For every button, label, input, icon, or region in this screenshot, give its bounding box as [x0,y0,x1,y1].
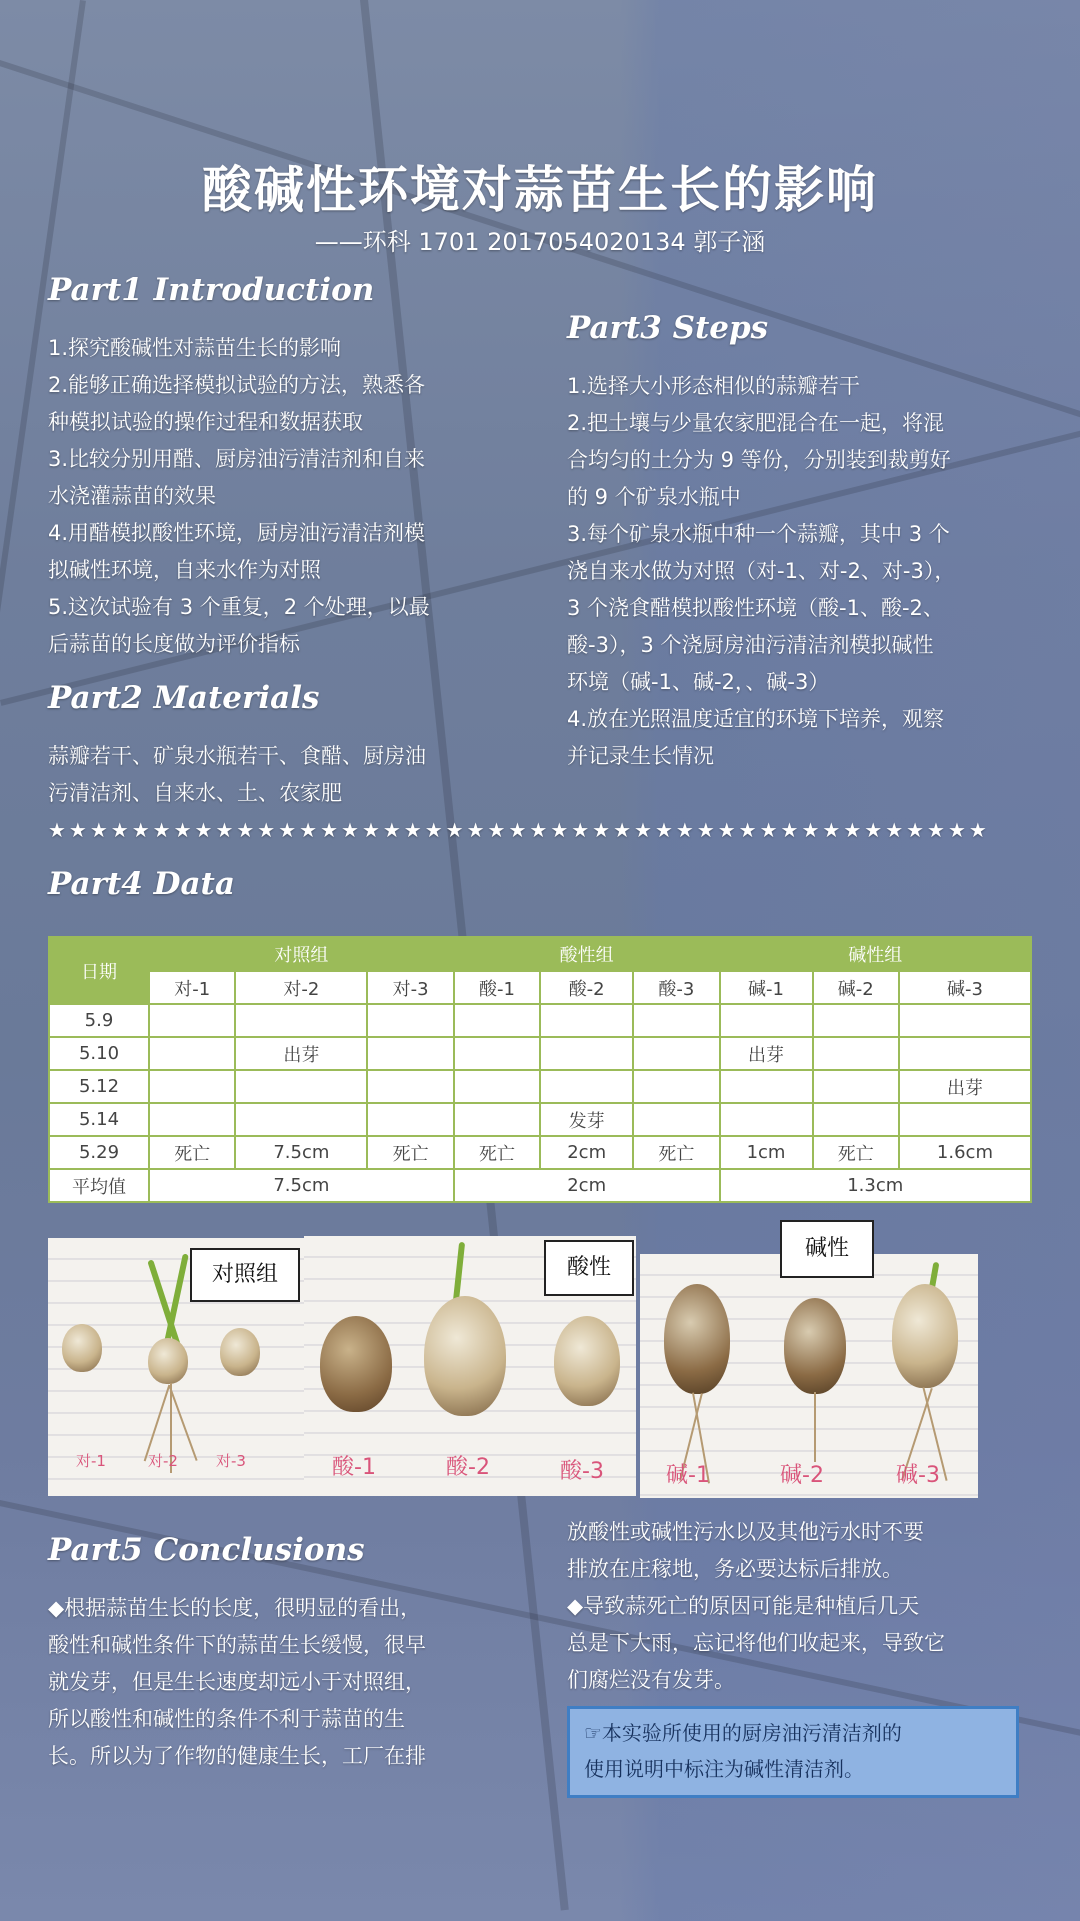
photo-acid-group [304,1236,636,1496]
table-cell: 死亡 [813,1136,899,1169]
text-line: 4.放在光照温度适宜的环境下培养，观察 [567,707,945,731]
table-cell [899,1103,1031,1136]
text-line: 排放在庄稼地，务必要达标后排放。 [567,1557,903,1581]
table-row [49,1037,1031,1070]
table-cell [149,1070,235,1103]
table-cell: 出芽 [235,1037,367,1070]
garlic-bulb [664,1284,730,1394]
handwritten-mark: 对-2 [148,1452,178,1470]
part3-body [567,368,1037,775]
table-cell [813,1037,899,1070]
column-header: 碱-3 [899,971,1031,1004]
text-line: 水浇灌蒜苗的效果 [48,484,216,508]
table-cell [540,1037,633,1070]
date-header: 日期 [49,937,149,1004]
table-cell: 出芽 [720,1037,813,1070]
table-cell [149,1037,235,1070]
note-line: ☞本实验所使用的厨房油污清洁剂的 [584,1721,902,1745]
table-cell: 死亡 [367,1136,453,1169]
table-cell [367,1037,453,1070]
text-line: 4.用醋模拟酸性环境，厨房油污清洁剂模 [48,521,426,545]
poster-subtitle: ——环科 1701 2017054020134 郭子涵 [314,228,766,256]
garlic-bulb [424,1296,506,1416]
column-header: 酸-1 [454,971,540,1004]
table-cell: 2cm [540,1136,633,1169]
group-header: 碱性组 [720,937,1031,971]
table-cell: 死亡 [633,1136,719,1169]
photo-control-group [48,1238,304,1496]
column-header: 碱-1 [720,971,813,1004]
text-line: ◆导致蒜死亡的原因可能是种植后几天 [567,1594,920,1618]
table-cell [149,1103,235,1136]
table-cell [813,1103,899,1136]
table-cell [149,1004,235,1037]
table-row-average [49,1169,1031,1202]
part4-heading: Part4 Data [48,866,235,902]
group-header: 对照组 [149,937,454,971]
garlic-bulb [62,1324,102,1372]
handwritten-mark: 对-3 [216,1452,246,1470]
handwritten-mark: 碱-1 [666,1463,710,1488]
column-header: 对-2 [235,971,367,1004]
average-cell: 7.5cm [149,1169,454,1202]
text-line: 后蒜苗的长度做为评价指标 [48,632,300,656]
text-line: 长。所以为了作物的健康生长，工厂在排 [48,1744,426,1768]
text-line: 1.探究酸碱性对蒜苗生长的影响 [48,336,342,360]
garlic-bulb [892,1284,958,1388]
table-cell [454,1070,540,1103]
text-line: 环境（碱-1、碱-2，、碱-3） [567,670,830,694]
part2-heading: Part2 Materials [48,680,320,716]
table-cell: 1cm [720,1136,813,1169]
date-cell: 5.9 [49,1004,149,1037]
note-line: 使用说明中标注为碱性清洁剂。 [584,1757,864,1781]
text-line: 合均匀的土分为 9 等份，分别装到裁剪好 [567,448,951,472]
table-cell [540,1070,633,1103]
table-cell: 死亡 [149,1136,235,1169]
table-cell [367,1070,453,1103]
data-table [48,936,1032,1203]
alkali-group-label: 碱性 [780,1220,874,1278]
text-line: 的 9 个矿泉水瓶中 [567,485,741,509]
handwritten-mark: 酸-3 [560,1459,604,1484]
table-cell: 出芽 [899,1070,1031,1103]
table-cell [899,1037,1031,1070]
root [814,1392,816,1462]
table-cell [454,1103,540,1136]
part5-right-body [567,1514,1037,1699]
date-cell: 5.14 [49,1103,149,1136]
table-row [49,1070,1031,1103]
table-row [49,1103,1031,1136]
table-cell [720,1004,813,1037]
part5-heading: Part5 Conclusions [48,1532,365,1568]
table-cell [633,1103,719,1136]
acid-group-label: 酸性 [544,1240,634,1296]
table-cell [367,1004,453,1037]
table-cell: 1.6cm [899,1136,1031,1169]
text-line: 并记录生长情况 [567,744,714,768]
control-group-label: 对照组 [190,1248,300,1302]
average-cell: 1.3cm [720,1169,1031,1202]
text-line: 2.能够正确选择模拟试验的方法，熟悉各 [48,373,426,397]
text-line: 污清洁剂、自来水、土、农家肥 [48,781,342,805]
part1-body [48,330,518,663]
date-cell: 5.10 [49,1037,149,1070]
text-line: 3.每个矿泉水瓶中种一个蒜瓣，其中 3 个 [567,522,950,546]
group-header: 酸性组 [454,937,720,971]
text-line: 拟碱性环境，自来水作为对照 [48,558,321,582]
garlic-bulb [554,1316,620,1406]
date-cell: 5.29 [49,1136,149,1169]
text-line: 3.比较分别用醋、厨房油污清洁剂和自来 [48,447,426,471]
column-header: 酸-2 [540,971,633,1004]
column-header: 酸-3 [633,971,719,1004]
text-line: 种模拟试验的操作过程和数据获取 [48,410,363,434]
text-line: 1.选择大小形态相似的蒜瓣若干 [567,374,861,398]
handwritten-mark: 碱-3 [896,1463,940,1488]
text-line: 3 个浇食醋模拟酸性环境（酸-1、酸-2、 [567,596,944,620]
table-cell [633,1004,719,1037]
garlic-bulb [148,1338,188,1384]
date-cell: 5.12 [49,1070,149,1103]
table-cell: 7.5cm [235,1136,367,1169]
poster-title: 酸碱性环境对蒜苗生长的影响 [202,161,878,219]
garlic-bulb [784,1298,846,1394]
text-line: 5.这次试验有 3 个重复，2 个处理，以最 [48,595,430,619]
part5-left-body [48,1590,528,1775]
part3-heading: Part3 Steps [567,310,769,346]
handwritten-mark: 酸-1 [332,1455,376,1480]
text-line: ◆根据蒜苗生长的长度，很明显的看出， [48,1596,422,1620]
column-header: 碱-2 [813,971,899,1004]
table-cell [235,1004,367,1037]
table-cell [454,1037,540,1070]
table-cell [633,1037,719,1070]
text-line: 酸-3），3 个浇厨房油污清洁剂模拟碱性 [567,633,934,657]
table-cell [899,1004,1031,1037]
handwritten-mark: 碱-2 [780,1463,824,1488]
table-cell [454,1004,540,1037]
table-cell [720,1103,813,1136]
part2-body [48,738,518,812]
table-cell: 死亡 [454,1136,540,1169]
text-line: 蒜瓣若干、矿泉水瓶若干、食醋、厨房油 [48,744,426,768]
text-line: 就发芽，但是生长速度却远小于对照组， [48,1670,426,1694]
average-cell: 2cm [454,1169,720,1202]
text-line: 放酸性或碱性污水以及其他污水时不要 [567,1520,924,1544]
photo-alkali-group [640,1254,978,1498]
star-divider: ★★★★★★★★★★★★★★★★★★★★★★★★★★★★★★★★★★★★★★★★★★★★★ [48,818,990,842]
table-cell [813,1004,899,1037]
text-line: 总是下大雨，忘记将他们收起来，导致它 [567,1631,945,1655]
text-line: 2.把土壤与少量农家肥混合在一起，将混 [567,411,945,435]
table-cell: 发芽 [540,1103,633,1136]
column-header: 对-1 [149,971,235,1004]
handwritten-mark: 对-1 [76,1452,106,1470]
table-row [49,1136,1031,1169]
handwritten-mark: 酸-2 [446,1455,490,1480]
table-row [49,1004,1031,1037]
note-box [567,1706,1019,1798]
table-cell [813,1070,899,1103]
table-cell [540,1004,633,1037]
table-cell [367,1103,453,1136]
table-cell [633,1070,719,1103]
text-line: 酸性和碱性条件下的蒜苗生长缓慢，很早 [48,1633,426,1657]
average-label: 平均值 [49,1169,149,1202]
garlic-bulb [320,1316,392,1412]
garlic-bulb [220,1328,260,1376]
text-line: 浇自来水做为对照（对-1、对-2、对-3）， [567,559,956,583]
table-cell [235,1103,367,1136]
part1-heading: Part1 Introduction [48,272,375,308]
table-cell [720,1070,813,1103]
column-header: 对-3 [367,971,453,1004]
text-line: 所以酸性和碱性的条件不利于蒜苗的生 [48,1707,405,1731]
table-cell [235,1070,367,1103]
text-line: 们腐烂没有发芽。 [567,1668,735,1692]
